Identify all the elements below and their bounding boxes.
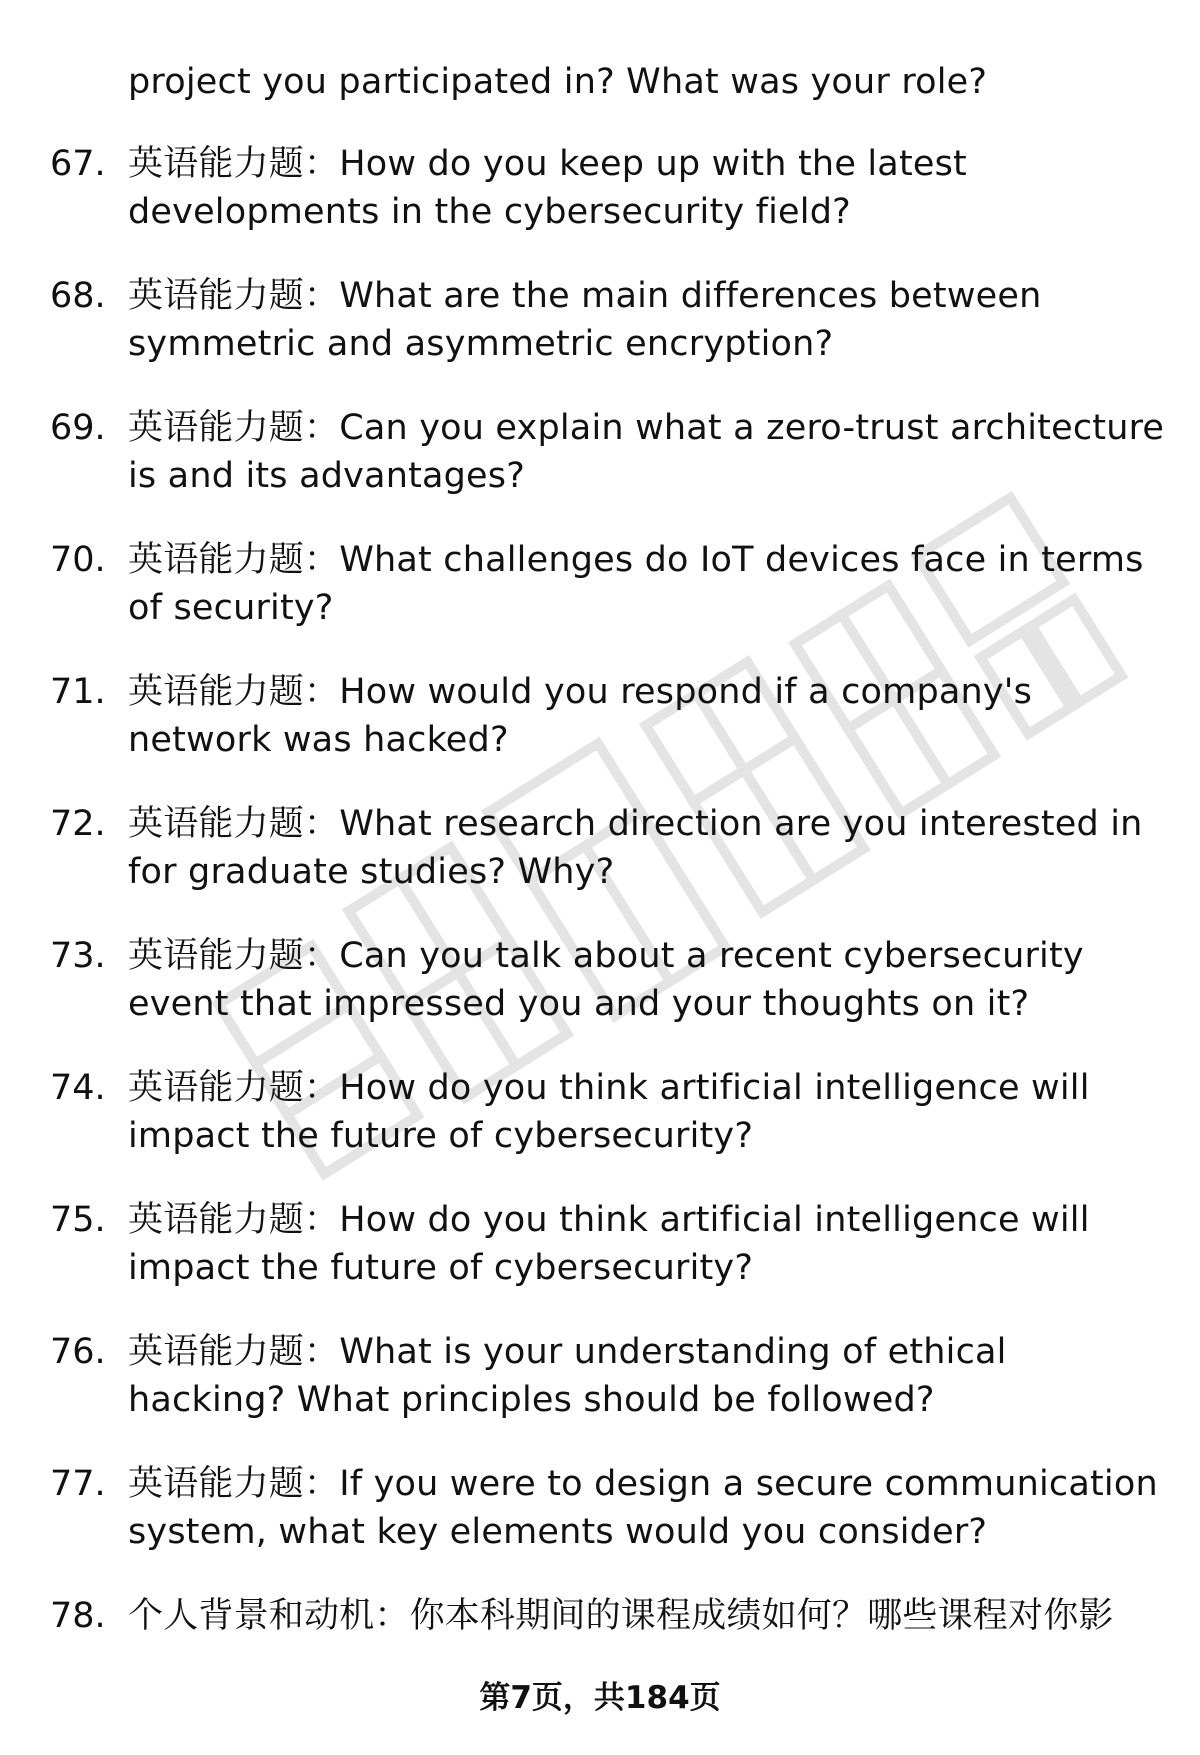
question-text: 英语能力题：Can you explain what a zero-trust architecture is and its advantages? [128, 408, 1165, 496]
question-number: 70. [50, 540, 106, 580]
question-text: 个人背景和动机：你本科期间的课程成绩如何？哪些课程对你影 [128, 1596, 1114, 1636]
question-item-72 [0, 800, 1200, 932]
question-number: 75. [50, 1200, 106, 1240]
previous-question-continuation: project you participated in? What was your role? [128, 62, 988, 102]
question-text: 英语能力题：What research direction are you interested in for graduate studies? Why? [128, 804, 1143, 892]
question-list [0, 140, 1200, 1724]
question-text: 英语能力题：How do you keep up with the latest developments in the cybersecurity field? [128, 144, 967, 232]
question-item-75 [0, 1196, 1200, 1328]
question-number: 74. [50, 1068, 106, 1108]
question-number: 78. [50, 1596, 106, 1636]
question-item-73 [0, 932, 1200, 1064]
question-item-74 [0, 1064, 1200, 1196]
question-text: 英语能力题：What are the main differences between symmetric and asymmetric encryption? [128, 276, 1042, 364]
question-number: 72. [50, 804, 106, 844]
question-number: 69. [50, 408, 106, 448]
question-item-69 [0, 404, 1200, 536]
question-number: 76. [50, 1332, 106, 1372]
question-text: 英语能力题：Can you talk about a recent cybersecurity event that impressed you and your thoughts on it? [128, 936, 1084, 1024]
question-item-76 [0, 1328, 1200, 1460]
question-item-70 [0, 536, 1200, 668]
page-footer: 第7页，共184页 [479, 1680, 721, 1716]
question-number: 73. [50, 936, 106, 976]
question-text: 英语能力题：What is your understanding of ethical hacking? What principles should be followed? [128, 1332, 1007, 1420]
question-item-67 [0, 140, 1200, 272]
question-number: 77. [50, 1464, 106, 1504]
question-item-77 [0, 1460, 1200, 1592]
question-text: 英语能力题：How do you think artificial intelligence will impact the future of cybersecurity? [128, 1068, 1090, 1156]
question-text: 英语能力题：How do you think artificial intelligence will impact the future of cybersecurity? [128, 1200, 1090, 1288]
question-item-68 [0, 272, 1200, 404]
question-text: 英语能力题：How would you respond if a company's network was hacked? [128, 672, 1033, 760]
question-number: 67. [50, 144, 106, 184]
question-text: 英语能力题：If you were to design a secure communication system, what key elements would you consider? [128, 1464, 1158, 1552]
question-number: 68. [50, 276, 106, 316]
question-item-71 [0, 668, 1200, 800]
question-text: 英语能力题：What challenges do IoT devices face in terms of security? [128, 540, 1144, 628]
question-number: 71. [50, 672, 106, 712]
